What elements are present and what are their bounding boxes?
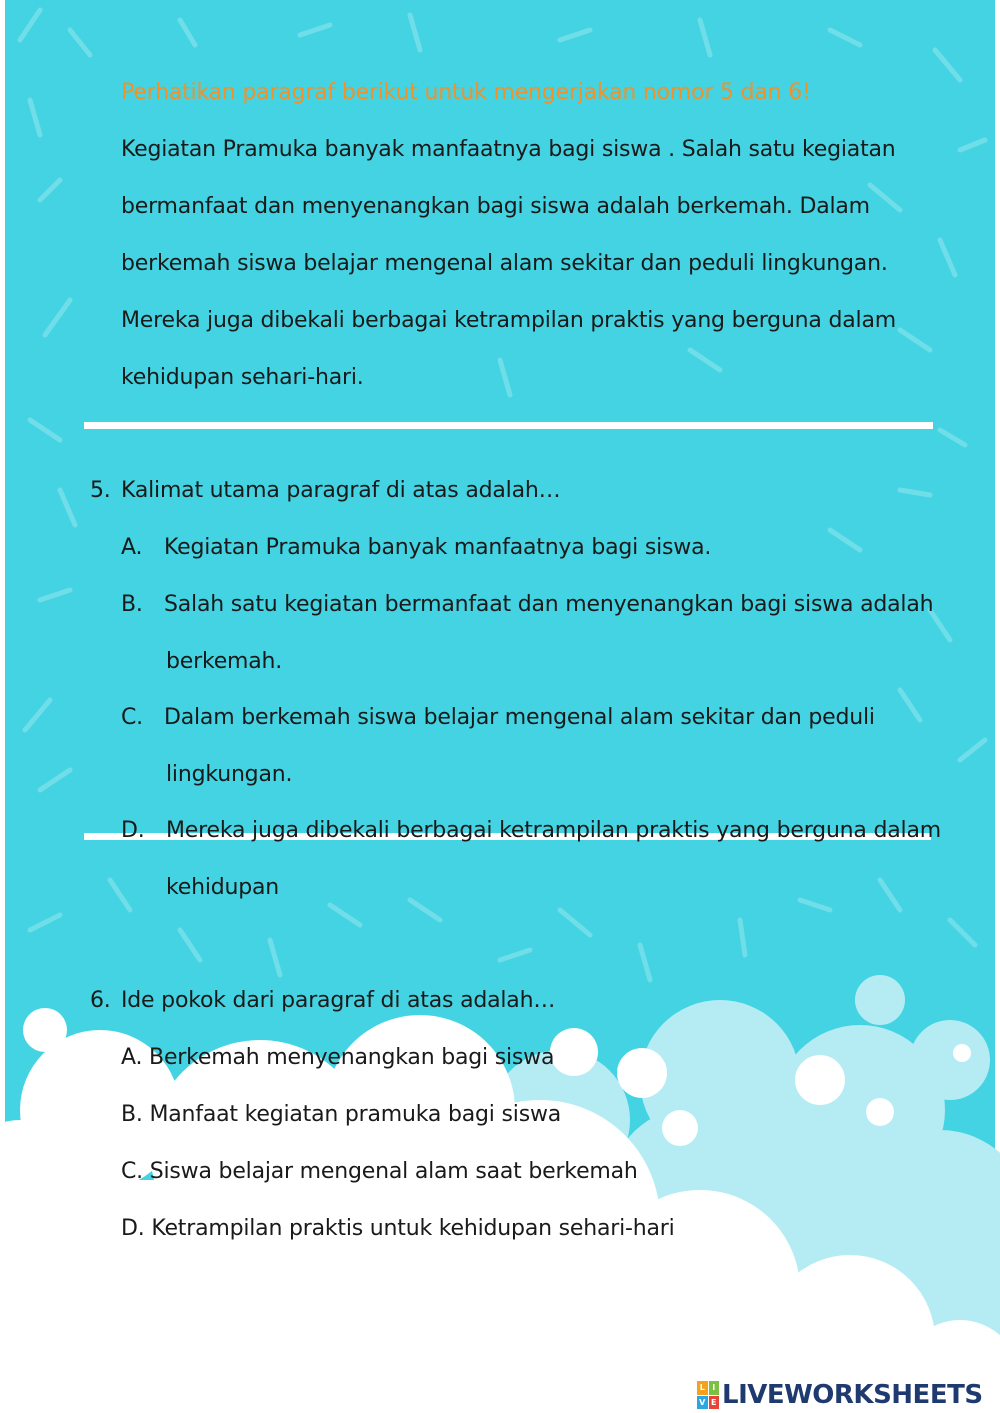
question-6-text: Ide pokok dari paragraf di atas adalah… — [121, 988, 556, 1013]
option-text-continued[interactable]: kehidupan — [166, 875, 280, 900]
question-number: 5. — [90, 478, 111, 503]
logo-text: LIVEWORKSHEETS — [722, 1380, 983, 1410]
option-text[interactable]: D. Ketrampilan praktis untuk kehidupan sehari-hari — [121, 1216, 675, 1241]
option-letter[interactable]: C. — [121, 705, 143, 730]
question-5-text: Kalimat utama paragraf di atas adalah… — [121, 478, 561, 503]
option-text-continued[interactable]: berkemah. — [166, 649, 283, 674]
option-text[interactable]: Mereka juga dibekali berbagai ketrampilan praktis yang berguna dalam — [166, 818, 941, 843]
paragraph-line: Kegiatan Pramuka banyak manfaatnya bagi siswa . Salah satu kegiatan — [121, 137, 896, 162]
logo-icon: L I V E — [697, 1381, 719, 1409]
liveworksheets-logo[interactable] — [697, 1378, 983, 1412]
option-text[interactable]: B. Manfaat kegiatan pramuka bagi siswa — [121, 1102, 562, 1127]
paragraph-line: bermanfaat dan menyenangkan bagi siswa adalah berkemah. Dalam — [121, 194, 870, 219]
option-text-continued[interactable]: lingkungan. — [166, 762, 293, 787]
option-letter[interactable]: A. — [121, 535, 143, 560]
paragraph-line: berkemah siswa belajar mengenal alam sekitar dan peduli lingkungan. — [121, 251, 888, 276]
question-number: 6. — [90, 988, 111, 1013]
option-letter[interactable]: D. — [121, 818, 145, 843]
option-text[interactable]: Kegiatan Pramuka banyak manfaatnya bagi siswa. — [164, 535, 712, 560]
option-text[interactable]: Dalam berkemah siswa belajar mengenal alam sekitar dan peduli — [164, 705, 875, 730]
section-divider — [84, 422, 933, 429]
option-letter[interactable]: B. — [121, 592, 143, 617]
instruction-text: Perhatikan paragraf berikut untuk mengerjakan nomor 5 dan 6! — [121, 80, 811, 105]
paragraph-line: Mereka juga dibekali berbagai ketrampilan praktis yang berguna dalam — [121, 308, 896, 333]
option-text[interactable]: A. Berkemah menyenangkan bagi siswa — [121, 1045, 555, 1070]
option-text[interactable]: C. Siswa belajar mengenal alam saat berkemah — [121, 1159, 638, 1184]
option-text[interactable]: Salah satu kegiatan bermanfaat dan menyenangkan bagi siswa adalah — [164, 592, 934, 617]
paragraph-line: kehidupan sehari-hari. — [121, 365, 364, 390]
